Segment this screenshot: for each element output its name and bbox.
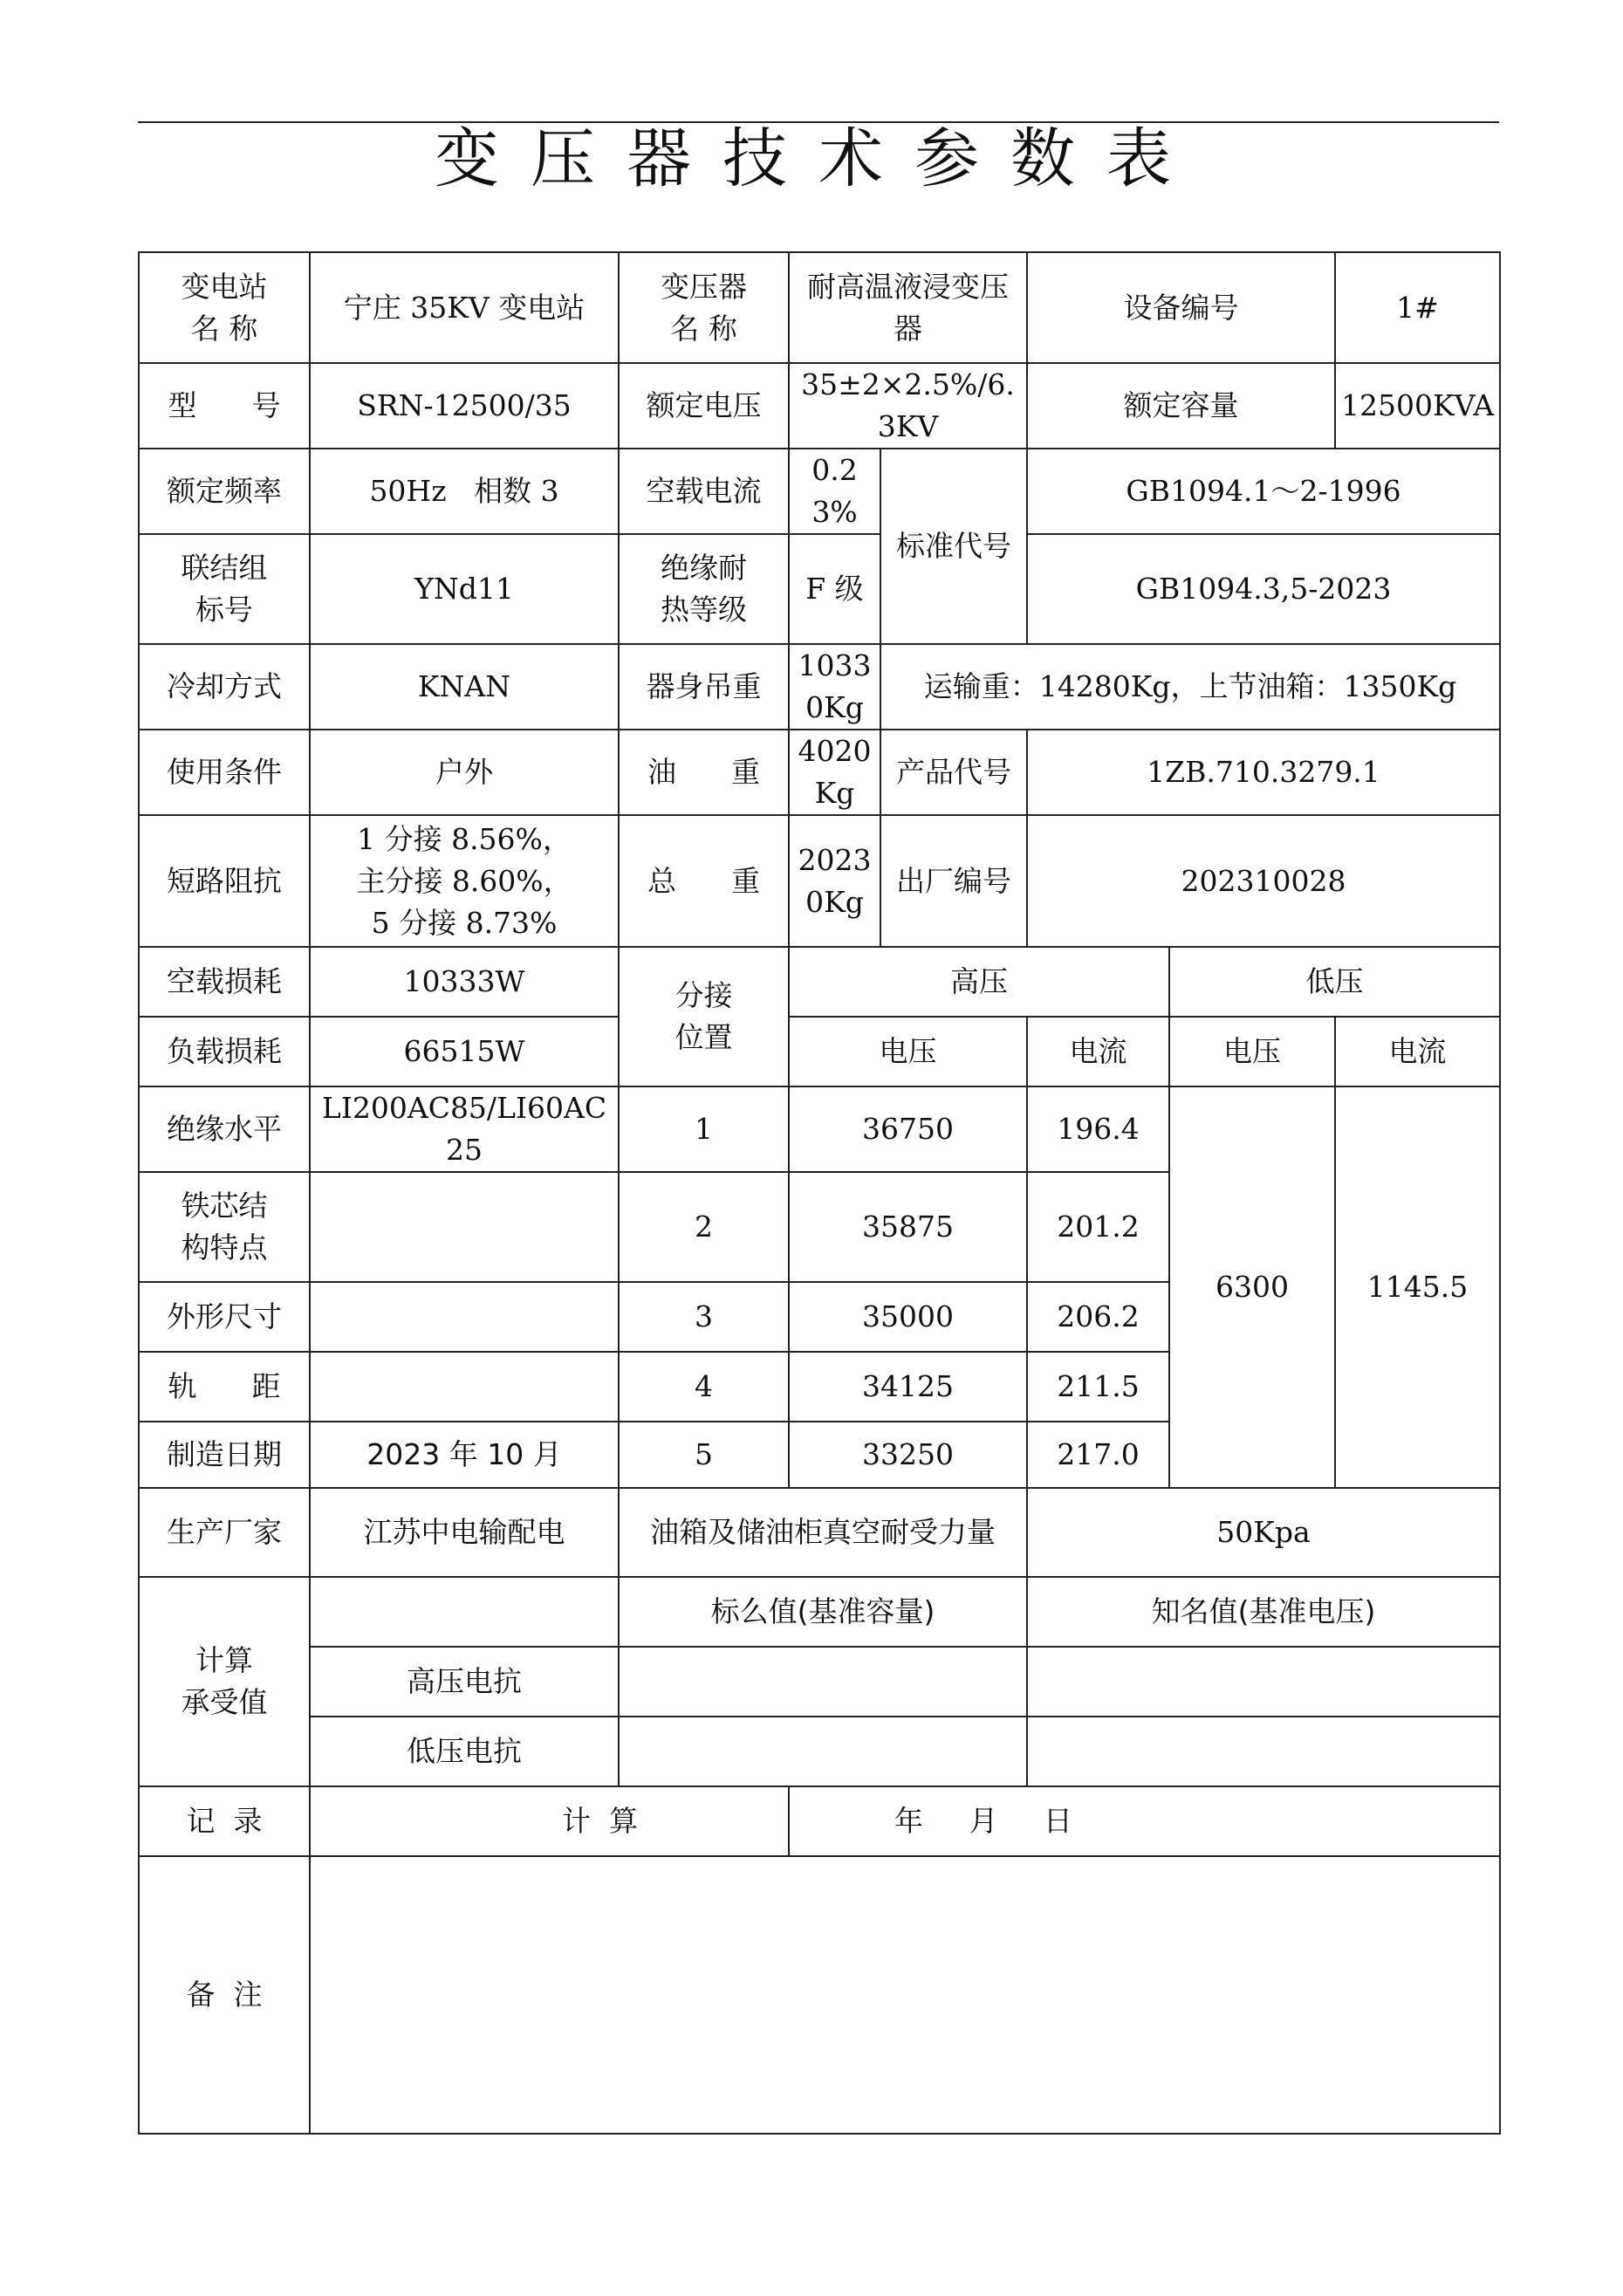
lv-reactance-label: 低压电抗 — [310, 1717, 619, 1786]
manufacture-date-label: 制造日期 — [139, 1422, 310, 1488]
tap-hv-voltage: 33250 — [789, 1422, 1027, 1488]
record-date: 年 月 日 — [789, 1786, 1500, 1856]
tap-position: 2 — [619, 1172, 789, 1282]
remarks-label: 备 注 — [139, 1856, 310, 2134]
hv-current-header: 电流 — [1027, 1017, 1169, 1086]
product-code-value: 1ZB.710.3279.1 — [1027, 730, 1500, 815]
hv-reactance-per-unit — [619, 1647, 1027, 1717]
cooling-method-value: KNAN — [310, 644, 619, 730]
per-unit-header: 标么值(基准容量) — [619, 1577, 1027, 1647]
vector-group-value: YNd11 — [310, 534, 619, 644]
tap-hv-voltage: 34125 — [789, 1352, 1027, 1422]
lv-voltage-value: 6300 — [1169, 1086, 1335, 1488]
tap-hv-voltage: 35875 — [789, 1172, 1027, 1282]
manufacture-date-value: 2023 年 10 月 — [310, 1422, 619, 1488]
hv-reactance-named — [1027, 1647, 1500, 1717]
use-condition-value: 户外 — [310, 730, 619, 815]
device-number-value: 1# — [1335, 252, 1500, 363]
tap-hv-voltage: 36750 — [789, 1086, 1027, 1172]
insulation-class-value: F 级 — [789, 534, 880, 644]
oil-weight-value: 4020Kg — [789, 730, 880, 815]
tap-hv-current: 201.2 — [1027, 1172, 1169, 1282]
tap-hv-current: 206.2 — [1027, 1282, 1169, 1352]
rated-frequency-value: 50Hz 相数 3 — [310, 449, 619, 534]
lv-current-header: 电流 — [1335, 1017, 1500, 1086]
cooling-method-label: 冷却方式 — [139, 644, 310, 730]
core-structure-value — [310, 1172, 619, 1282]
noload-current-value: 0.23% — [789, 449, 880, 534]
serial-number-value: 202310028 — [1027, 815, 1500, 947]
lv-current-value: 1145.5 — [1335, 1086, 1500, 1488]
core-lift-weight-value: 10330Kg — [789, 644, 880, 730]
dimensions-label: 外形尺寸 — [139, 1282, 310, 1352]
noload-current-label: 空载电流 — [619, 449, 789, 534]
rated-frequency-label: 额定频率 — [139, 449, 310, 534]
lv-reactance-per-unit — [619, 1717, 1027, 1786]
oil-weight-label: 油 重 — [619, 730, 789, 815]
hv-header: 高压 — [789, 947, 1169, 1017]
manufacturer-value: 江苏中电输配电 — [310, 1488, 619, 1577]
remarks-value — [310, 1856, 1500, 2134]
rated-voltage-label: 额定电压 — [619, 363, 789, 449]
transformer-name-value: 耐高温液浸变压器 — [789, 252, 1027, 363]
rated-voltage-value: 35±2×2.5%/6.3KV — [789, 363, 1027, 449]
tap-hv-current: 196.4 — [1027, 1086, 1169, 1172]
noload-loss-value: 10333W — [310, 947, 619, 1017]
record-calc: 计 算 — [310, 1786, 789, 1856]
noload-loss-label: 空载损耗 — [139, 947, 310, 1017]
transformer-name-label: 变压器 名 称 — [619, 252, 789, 363]
tap-position: 3 — [619, 1282, 789, 1352]
dimensions-value — [310, 1282, 619, 1352]
hv-voltage-header: 电压 — [789, 1017, 1027, 1086]
model-label: 型 号 — [139, 363, 310, 449]
insulation-class-label: 绝缘耐 热等级 — [619, 534, 789, 644]
insulation-level-value: LI200AC85/LI60AC25 — [310, 1086, 619, 1172]
vacuum-withstand-value: 50Kpa — [1027, 1488, 1500, 1577]
tap-position: 5 — [619, 1422, 789, 1488]
core-lift-weight-label: 器身吊重 — [619, 644, 789, 730]
hv-reactance-label: 高压电抗 — [310, 1647, 619, 1717]
rated-capacity-label: 额定容量 — [1027, 363, 1335, 449]
core-structure-label: 铁芯结 构特点 — [139, 1172, 310, 1282]
tap-position: 1 — [619, 1086, 789, 1172]
load-loss-value: 66515W — [310, 1017, 619, 1086]
tap-hv-current: 217.0 — [1027, 1422, 1169, 1488]
serial-number-label: 出厂编号 — [880, 815, 1027, 947]
transport-weight-value: 运输重：14280Kg，上节油箱：1350Kg — [880, 644, 1500, 730]
transformer-parameter-table — [138, 251, 1501, 2135]
rated-capacity-value: 12500KVA — [1335, 363, 1500, 449]
gauge-label: 轨 距 — [139, 1352, 310, 1422]
named-value-header: 知名值(基准电压) — [1027, 1577, 1500, 1647]
gauge-value — [310, 1352, 619, 1422]
tap-position: 4 — [619, 1352, 789, 1422]
tap-hv-current: 211.5 — [1027, 1352, 1169, 1422]
lv-reactance-named — [1027, 1717, 1500, 1786]
standard-code-value-1: GB1094.1～2-1996 — [1027, 449, 1500, 534]
product-code-label: 产品代号 — [880, 730, 1027, 815]
device-number-label: 设备编号 — [1027, 252, 1335, 363]
lv-header: 低压 — [1169, 947, 1500, 1017]
standard-code-value-2: GB1094.3,5-2023 — [1027, 534, 1500, 644]
calc-header-blank — [310, 1577, 619, 1647]
page-title: 变压器技术参数表 — [435, 121, 1202, 196]
manufacturer-label: 生产厂家 — [139, 1488, 310, 1577]
model-value: SRN-12500/35 — [310, 363, 619, 449]
standard-code-label: 标准代号 — [880, 449, 1027, 644]
station-name-label: 变电站 名 称 — [139, 252, 310, 363]
impedance-value: 1 分接 8.56%， 主分接 8.60%， 5 分接 8.73% — [310, 815, 619, 947]
record-label: 记 录 — [139, 1786, 310, 1856]
vector-group-label: 联结组 标号 — [139, 534, 310, 644]
vacuum-withstand-label: 油箱及储油柜真空耐受力量 — [619, 1488, 1027, 1577]
total-weight-value: 20230Kg — [789, 815, 880, 947]
station-name-value: 宁庄 35KV 变电站 — [310, 252, 619, 363]
calc-withstand-label: 计算 承受值 — [139, 1577, 310, 1786]
use-condition-label: 使用条件 — [139, 730, 310, 815]
insulation-level-label: 绝缘水平 — [139, 1086, 310, 1172]
impedance-label: 短路阻抗 — [139, 815, 310, 947]
tap-position-header: 分接 位置 — [619, 947, 789, 1086]
tap-hv-voltage: 35000 — [789, 1282, 1027, 1352]
lv-voltage-header: 电压 — [1169, 1017, 1335, 1086]
total-weight-label: 总 重 — [619, 815, 789, 947]
load-loss-label: 负载损耗 — [139, 1017, 310, 1086]
